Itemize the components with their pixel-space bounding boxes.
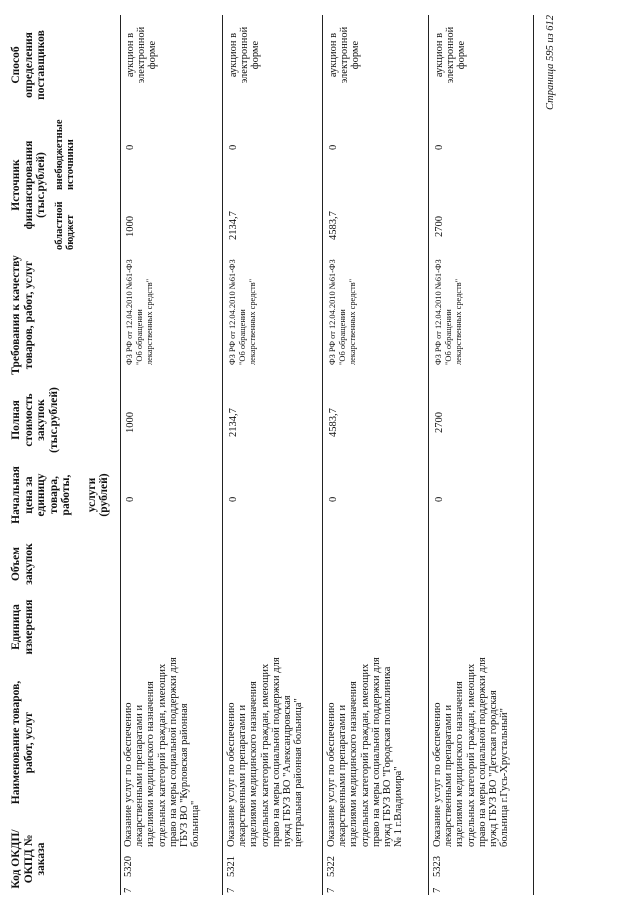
row-4-regional: 2700 [434,216,445,237]
row-3-method: аукцион в электронной форме [328,26,362,84]
row-1-price: 0 [125,496,136,502]
row-4-extra: 0 [434,144,445,150]
row-2-price: 0 [228,496,239,502]
row-4-code: 7 [432,887,443,893]
row-1-extra: 0 [125,144,136,150]
row-1-req: ФЗ РФ от 12.04.2010 №61-ФЗ "Об обращении лекарственных средств" [125,259,154,365]
row-4-req: ФЗ РФ от 12.04.2010 №61-ФЗ "Об обращении лекарственных средств" [434,259,463,365]
header-price-top: Начальная цена за единицу товара, работы, [10,466,72,524]
row-divider [322,15,323,895]
row-1-total: 1000 [125,412,136,433]
row-2-regional: 2134,7 [228,211,239,240]
header-unit: Единица измерения [10,599,35,655]
row-4-price: 0 [434,496,445,502]
header-method: Способ определения поставщиков [10,30,47,100]
row-1-num: 5320 [123,856,134,877]
row-4-name: Оказание услуг по обеспечению лекарственными препаратами и изделиями медицинского назначения отдельных категорий граждан, имеющих право на меры социальной поддержки для нужд ГБУЗ ВО "Детская городская больница г.Гусь-Хрустальный" [432,657,511,847]
row-divider [222,15,223,895]
row-1-name: Оказание услуг по обеспечению лекарственными препаратами и изделиями медицинского назначения отдельных категорий граждан, имеющих право на меры социальной поддержки для ГБУЗ ВО "Курловская районная больница" [123,657,202,847]
header-name: Наименование товаров, работ, услуг [10,680,35,805]
header-divider [120,15,121,895]
table-bottom-divider [533,15,534,895]
row-3-name: Оказание услуг по обеспечению лекарственными препаратами и изделиями медицинского назначения отдельных категорий граждан, имеющих право на меры социальной поддержки для нужд ГБУЗ ВО "Городская поликлиника № 1 г.Владимира" [326,657,405,847]
row-1-regional: 1000 [125,216,136,237]
row-3-code: 7 [326,887,337,893]
row-3-extra: 0 [328,144,339,150]
row-3-price: 0 [328,496,339,502]
row-4-total: 2700 [434,412,445,433]
header-source [10,120,80,250]
header-requirements: Требования к качеству товаров, работ, услуг [10,255,35,375]
row-3-total: 4583,7 [328,408,339,437]
header-price-bottom: услуги (рублей) [85,473,110,517]
header-source-regional: областной бюджет [53,201,76,250]
row-4-num: 5323 [432,856,443,877]
row-4-method: аукцион в электронной форме [434,26,468,84]
row-2-method: аукцион в электронной форме [228,26,262,84]
row-2-total: 2134,7 [228,408,239,437]
header-source-extra: внебюджетные источники [53,119,76,190]
header-total: Полная стоимость закупок (тыс.рублей) [10,387,60,453]
row-2-name: Оказание услуг по обеспечению лекарственными препаратами и изделиями медицинского назначения отдельных категорий граждан, имеющих право на меры социальной поддержки для нужд ГБУЗ ВО "Александровская центральная районная больница" [226,657,305,847]
header-volume: Объем закупок [10,543,35,585]
row-divider [428,15,429,895]
page-number: Страница 595 из 612 [545,14,556,110]
row-3-num: 5322 [326,856,337,877]
header-price [10,457,111,533]
row-1-code: 7 [123,887,134,893]
header-source-title: Источник финансирования (тыс.рублей) [10,140,47,230]
row-3-req: ФЗ РФ от 12.04.2010 №61-ФЗ "Об обращении лекарственных средств" [328,259,357,365]
row-2-num: 5321 [226,856,237,877]
header-code: Код ОКДП/ ОКПД № заказа [10,829,47,889]
row-1-method: аукцион в электронной форме [125,26,159,84]
row-3-regional: 4583,7 [328,211,339,240]
row-2-req: ФЗ РФ от 12.04.2010 №61-ФЗ "Об обращении лекарственных средств" [228,259,257,365]
row-2-code: 7 [226,887,237,893]
row-2-extra: 0 [228,144,239,150]
